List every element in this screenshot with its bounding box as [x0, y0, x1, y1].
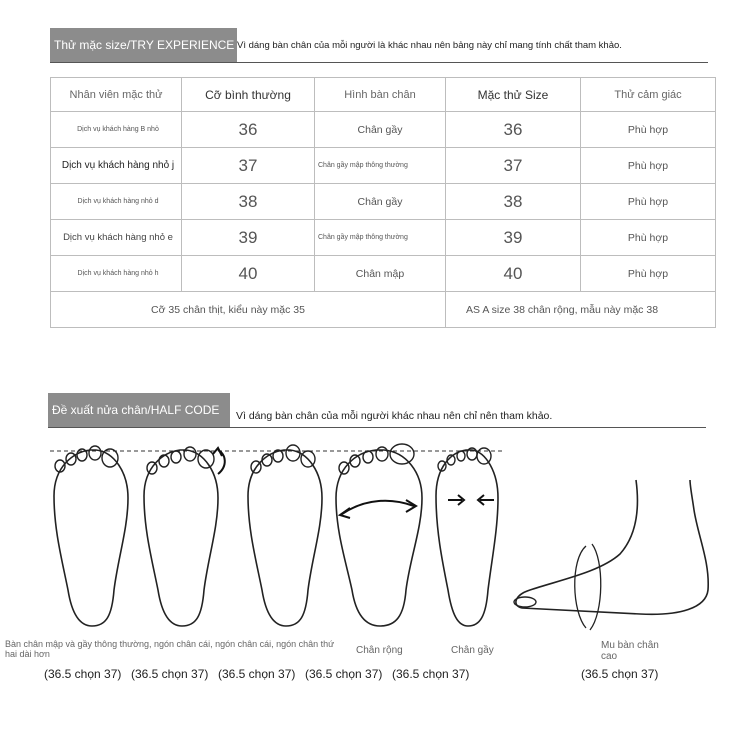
feel-cell: Phù hợp [581, 148, 716, 184]
foot-4-wide-icon [336, 444, 422, 626]
foot-shape-cell: Chân mập [315, 256, 446, 292]
try-experience-tag [50, 28, 237, 62]
table-row [51, 148, 716, 184]
header-foot-shape: Hình bàn chân [315, 78, 446, 112]
header-tried-size: Mặc thử Size [446, 78, 581, 112]
normal-size-cell: 37 [182, 148, 315, 184]
foot-shape-cell: Chân gầy mập thông thường [315, 220, 446, 256]
try-section-underline [50, 62, 708, 63]
staff-cell: Dịch vụ khách hàng nhỏ h [51, 256, 182, 292]
half-code-title: Đề xuất nửa chân/HALF CODE [52, 403, 220, 417]
staff-cell: Dịch vụ khách hàng nhỏ e [51, 220, 182, 256]
staff-cell: Dịch vụ khách hàng B nhỏ [51, 112, 182, 148]
staff-cell: Dịch vụ khách hàng nhỏ j [51, 148, 182, 184]
recommendation-6: (36.5 chọn 37) [581, 667, 659, 681]
feel-cell: Phù hợp [581, 112, 716, 148]
feel-cell: Phù hợp [581, 220, 716, 256]
recommendation-4: (36.5 chọn 37) [305, 667, 383, 681]
table-row [51, 220, 716, 256]
table-footer-row [51, 292, 716, 328]
normal-size-cell: 36 [182, 112, 315, 148]
footer-note-left: Cỡ 35 chân thịt, kiểu này mặc 35 [51, 292, 446, 328]
caption-wide-feet: Chân rộng [356, 645, 403, 656]
table-header-row [51, 78, 716, 112]
recommendation-2: (36.5 chọn 37) [131, 667, 209, 681]
recommendation-3: (36.5 chọn 37) [218, 667, 296, 681]
table-row [51, 112, 716, 148]
feel-cell: Phù hợp [581, 256, 716, 292]
table-row [51, 256, 716, 292]
table-row [51, 184, 716, 220]
foot-2-icon [144, 447, 225, 626]
half-section-underline [48, 427, 706, 428]
caption-normal-feet: Bàn chân mập và gầy thông thường, ngón chân cái, ngón chân cái, ngón chân thứ hai dài hơn [5, 639, 335, 659]
foot-3-icon [248, 445, 322, 626]
feel-cell: Phù hợp [581, 184, 716, 220]
tried-size-cell: 39 [446, 220, 581, 256]
tried-size-cell: 38 [446, 184, 581, 220]
foot-1-icon [54, 446, 128, 626]
half-section-note: Vì dáng bàn chân của mỗi người khác nhau nên chỉ nên tham khảo. [236, 410, 553, 422]
header-normal-size: Cỡ bình thường [182, 78, 315, 112]
recommendation-5: (36.5 chọn 37) [392, 667, 470, 681]
normal-size-cell: 39 [182, 220, 315, 256]
footer-note-right: AS A size 38 chân rộng, mẫu này mặc 38 [446, 292, 716, 328]
tried-size-cell: 37 [446, 148, 581, 184]
tried-size-cell: 40 [446, 256, 581, 292]
foot-shape-cell: Chân gầy [315, 112, 446, 148]
normal-size-cell: 40 [182, 256, 315, 292]
normal-size-cell: 38 [182, 184, 315, 220]
foot-6-instep-icon [514, 480, 708, 630]
staff-cell: Dịch vụ khách hàng nhỏ d [51, 184, 182, 220]
foot-5-thin-icon [436, 448, 498, 626]
recommendation-1: (36.5 chọn 37) [44, 667, 122, 681]
caption-high-instep: Mu bàn chân cao [601, 640, 659, 662]
foot-illustrations [0, 440, 750, 640]
size-trial-table [50, 77, 716, 328]
foot-shape-cell: Chân gầy [315, 184, 446, 220]
header-feel: Thử cảm giác [581, 78, 716, 112]
tried-size-cell: 36 [446, 112, 581, 148]
try-section-note: Vì dáng bàn chân của mỗi người là khác nhau nên bảng này chỉ mang tính chất tham khảo. [237, 40, 622, 51]
half-code-tag [48, 393, 230, 427]
caption-thin-feet: Chân gầy [451, 645, 494, 656]
try-experience-title: Thử mặc size/TRY EXPERIENCE [54, 38, 235, 52]
foot-shape-cell: Chân gầy mập thông thường [315, 148, 446, 184]
header-staff: Nhân viên mặc thử [51, 78, 182, 112]
